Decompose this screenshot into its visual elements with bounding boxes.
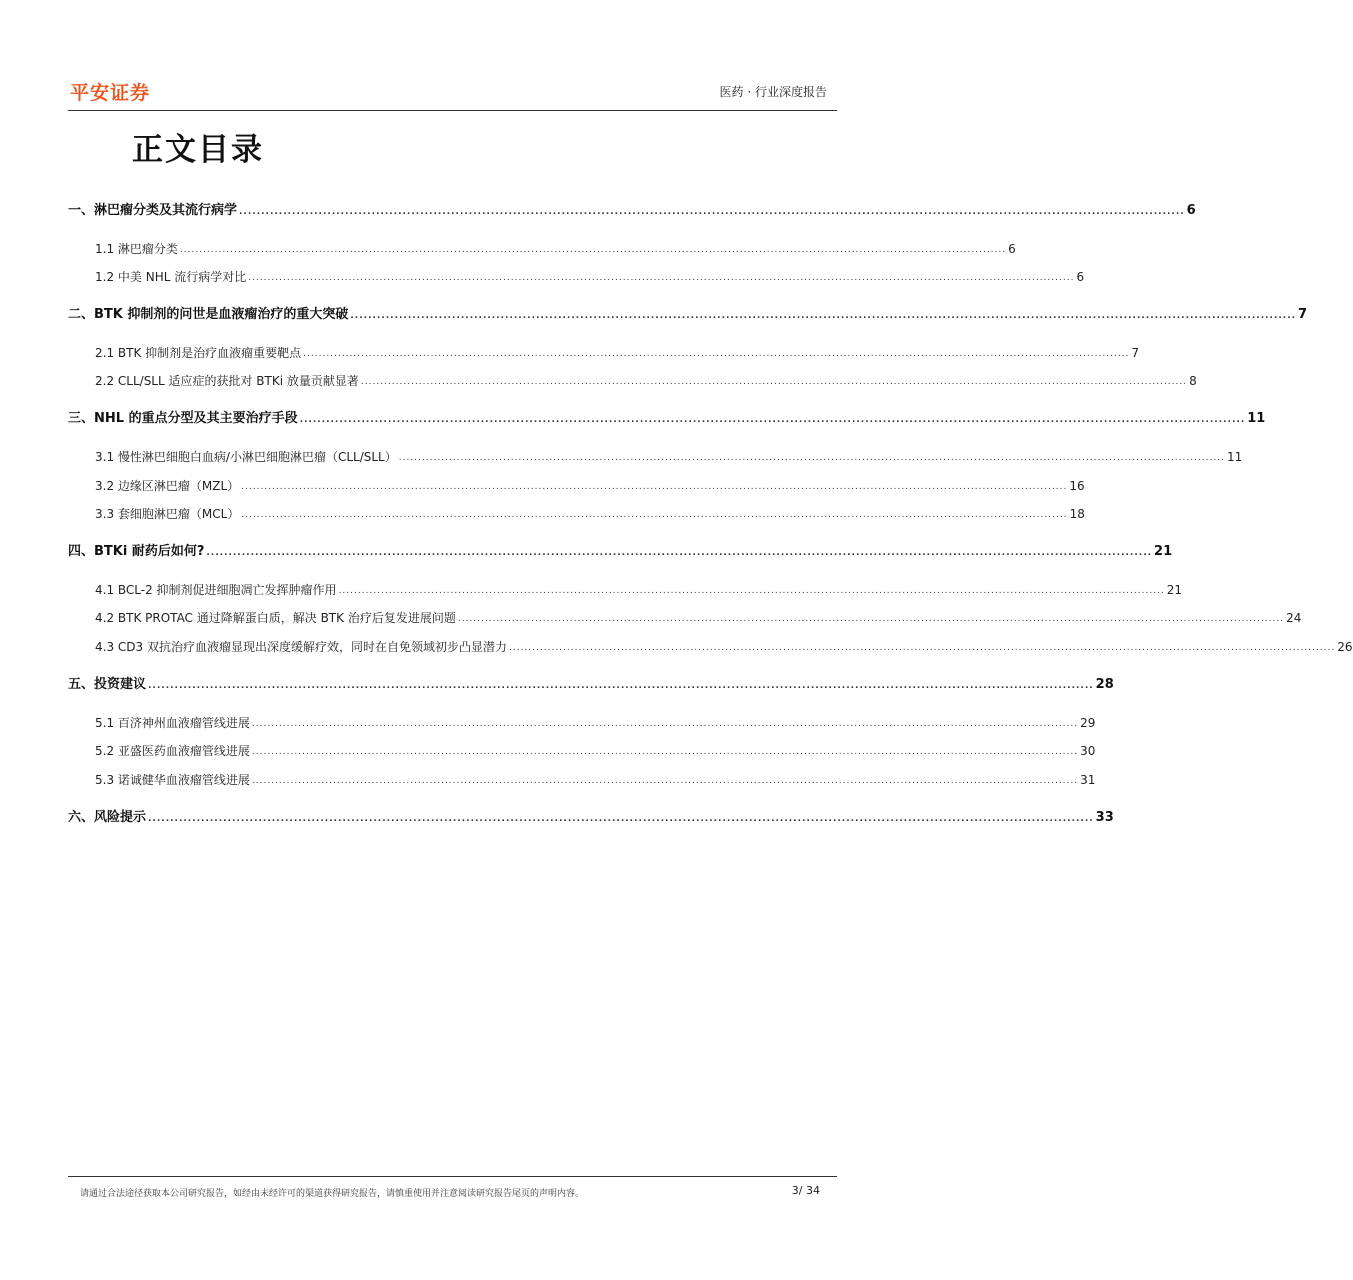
dot-leader: ...................................................................................................................................................................................................................... [206,548,1153,558]
footer-disclaimer: 请通过合法途径获取本公司研究报告，如经由未经许可的渠道获得研究报告，请慎重使用并注意阅读研究报告尾页的声明内容。 [80,1189,585,1199]
toc-entry-page: 11 [1247,411,1266,426]
toc-entry-title: 三、NHL 的重点分型及其主要治疗手段 [68,411,298,426]
toc-entry[interactable] [95,582,1183,598]
toc-entry[interactable] [68,411,1266,427]
toc-entry[interactable] [68,677,1114,693]
toc-entry-title: 六、风险提示 [68,810,147,825]
dot-leader: ...................................................................................................................................................................................................................... [148,814,1094,824]
toc-entry-page: 18 [1069,507,1085,521]
toc-entry[interactable] [95,345,1140,361]
dot-leader: ...................................................................................................................................................................................................................... [241,482,1068,492]
toc-entry[interactable] [95,610,1302,626]
toc-entry-page: 6 [1008,242,1016,256]
toc-entry-title: 2.2 CLL/SLL 适应症的获批对 BTKi 放量贡献显著 [95,374,359,388]
dot-leader: ...................................................................................................................................................................................................................... [251,747,1079,757]
dot-leader: ...................................................................................................................................................................................................................... [457,614,1285,624]
dot-leader: ...................................................................................................................................................................................................................... [239,207,1185,217]
dot-leader: ...................................................................................................................................................................................................................... [508,643,1336,653]
toc-entry-title: 4.2 BTK PROTAC 通过降解蛋白质，解决 BTK 治疗后复发进展问题 [95,611,456,625]
toc-entry[interactable] [95,241,1016,257]
toc-entry-page: 11 [1226,450,1243,464]
toc-entry-title: 5.3 诺诚健华血液瘤管线进展 [95,773,250,787]
dot-leader: ...................................................................................................................................................................................................................... [179,245,1007,255]
toc-entry-page: 24 [1286,611,1302,625]
toc-entry[interactable] [95,743,1096,759]
toc-entry[interactable] [68,307,1308,323]
dot-leader: ...................................................................................................................................................................................................................... [398,453,1225,463]
toc-entry[interactable] [95,478,1085,494]
dot-leader: ...................................................................................................................................................................................................................... [350,311,1297,321]
toc-entry-title: 1.1 淋巴瘤分类 [95,242,178,256]
toc-entry-page: 7 [1298,307,1308,322]
toc-entry[interactable] [95,449,1243,465]
toc-entry-page: 6 [1076,270,1085,284]
toc-entry-page: 6 [1186,203,1196,218]
toc-entry[interactable] [95,269,1085,285]
toc-entry-title: 4.3 CD3 双抗治疗血液瘤显现出深度缓解疗效，同时在自免领域初步凸显潜力 [95,640,507,654]
toc-entry-title: 3.3 套细胞淋巴瘤（MCL） [95,507,240,521]
dot-leader: ...................................................................................................................................................................................................................... [248,273,1075,283]
toc-entry[interactable] [95,506,1085,522]
dot-leader: ...................................................................................................................................................................................................................... [338,586,1165,596]
report-category: 医药 · 行业深度报告 [719,85,827,99]
toc-entry-title: 2.1 BTK 抑制剂是治疗血液瘤重要靶点 [95,346,302,360]
toc-entry-title: 一、淋巴瘤分类及其流行病学 [68,203,238,218]
dot-leader: ...................................................................................................................................................................................................................... [299,415,1246,425]
toc-entry-title: 1.2 中美 NHL 流行病学对比 [95,270,247,284]
toc-entry-page: 30 [1080,744,1096,758]
toc-entry[interactable] [95,373,1197,389]
dot-leader: ...................................................................................................................................................................................................................... [360,377,1188,387]
toc-entry[interactable] [68,544,1173,560]
footer-divider [68,1176,837,1177]
toc-entry-page: 31 [1080,773,1096,787]
toc-entry-page: 21 [1154,544,1173,559]
page-number: 3/ 34 [791,1184,820,1197]
toc-entry[interactable] [68,810,1114,826]
toc-entry[interactable] [95,772,1096,788]
dot-leader: ...................................................................................................................................................................................................................... [251,719,1079,729]
toc-entry-title: 5.1 百济神州血液瘤管线进展 [95,716,250,730]
toc-entry-page: 29 [1080,716,1096,730]
toc-entry[interactable] [68,203,1196,219]
brand-logo: 平安证券 [70,82,151,104]
toc-entry-title: 二、BTK 抑制剂的问世是血液瘤治疗的重大突破 [68,307,349,322]
toc-entry-page: 16 [1069,479,1085,493]
dot-leader: ...................................................................................................................................................................................................................... [251,776,1079,786]
toc-entry[interactable] [95,639,1353,655]
page-title: 正文目录 [132,132,264,168]
dot-leader: ...................................................................................................................................................................................................................... [148,681,1094,691]
toc-entry-page: 28 [1095,677,1114,692]
toc-entry-title: 五、投资建议 [68,677,147,692]
toc-entry-page: 33 [1095,810,1114,825]
toc-entry-page: 8 [1189,374,1197,388]
toc-entry-page: 7 [1131,346,1140,360]
dot-leader: ...................................................................................................................................................................................................................... [303,349,1130,359]
toc-entry-page: 26 [1337,640,1353,654]
toc-entry-title: 3.1 慢性淋巴细胞白血病/小淋巴细胞淋巴瘤（CLL/SLL） [95,450,397,464]
toc-entry[interactable] [95,715,1096,731]
toc-entry-title: 5.2 亚盛医药血液瘤管线进展 [95,744,250,758]
dot-leader: ...................................................................................................................................................................................................................... [241,510,1068,520]
header-divider [68,110,837,111]
toc-entry-title: 4.1 BCL-2 抑制剂促进细胞凋亡发挥肿瘤作用 [95,583,337,597]
toc-entry-title: 四、BTKi 耐药后如何? [68,544,205,559]
toc-entry-title: 3.2 边缘区淋巴瘤（MZL） [95,479,240,493]
toc-entry-page: 21 [1166,583,1183,597]
